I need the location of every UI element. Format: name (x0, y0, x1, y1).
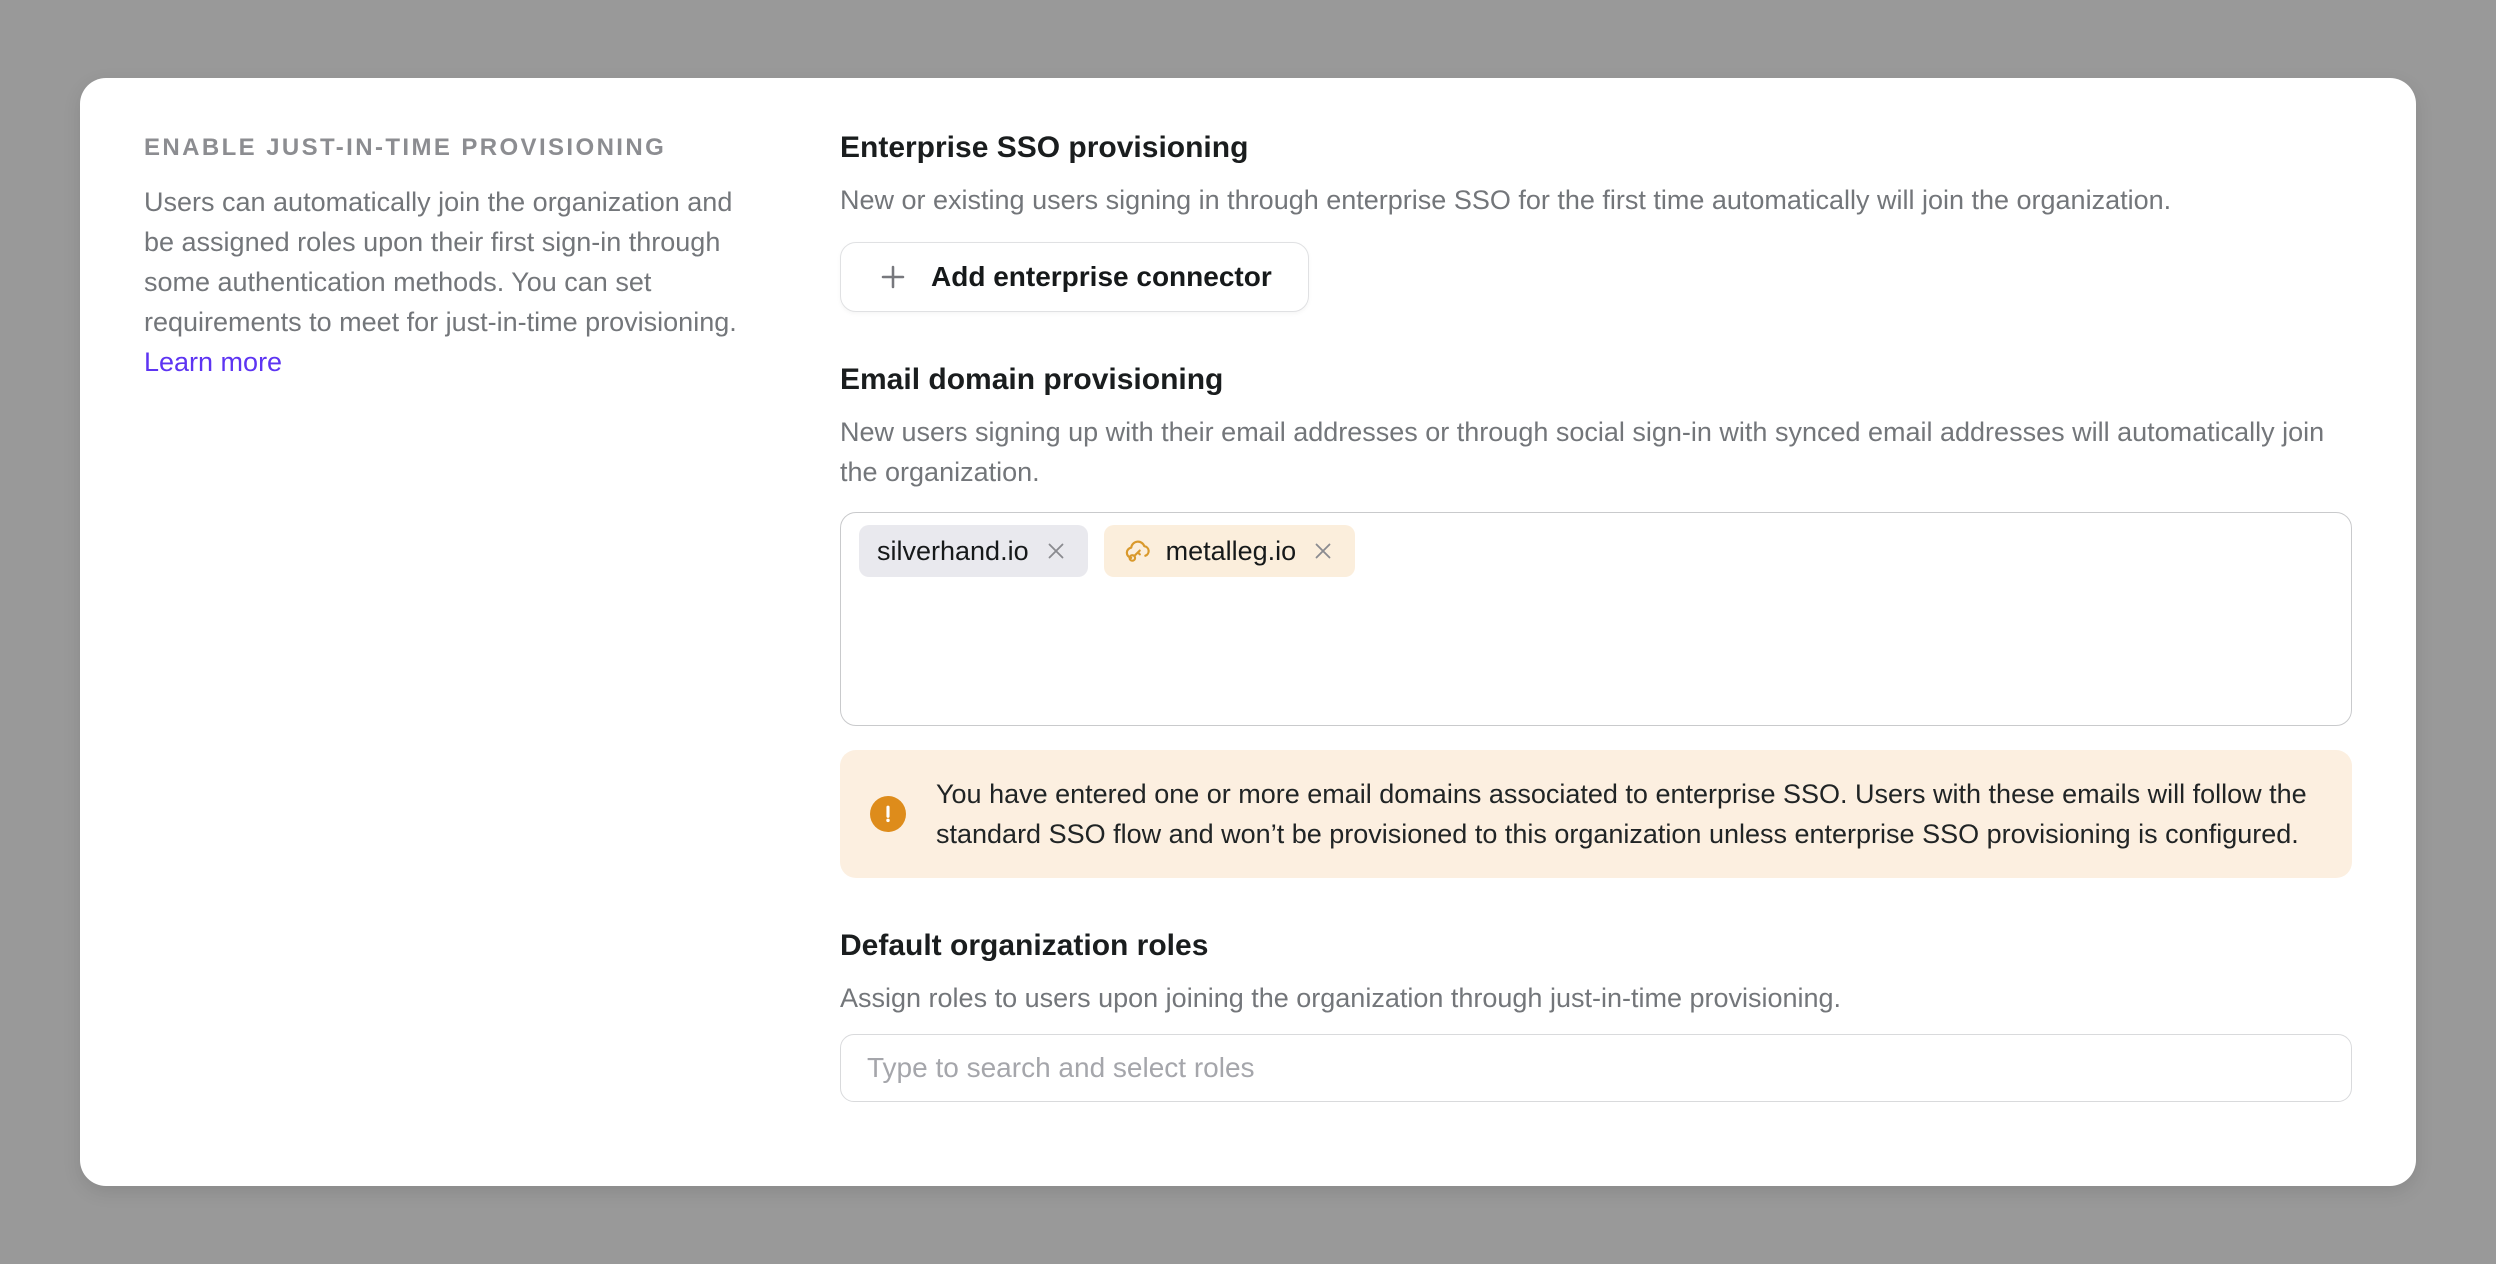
close-icon (1043, 538, 1069, 564)
email-domain-description: New users signing up with their email addresses or through social sign-in with synced email addresses will automatically join the organization. (840, 417, 2325, 487)
email-domains-input[interactable] (840, 512, 2352, 726)
field-email-domain (840, 360, 2352, 878)
default-roles-description: Assign roles to users upon joining the organization through just-in-time provisioning. (840, 983, 1842, 1013)
domain-tag-label: metalleg.io (1165, 535, 1297, 566)
sso-domain-warning-text: You have entered one or more email domains associated to enterprise SSO. Users with these emails will follow the standard SSO flow and won’t be provisioned to this organization unless enterprise SSO provisioning is configured. (936, 779, 2307, 849)
add-enterprise-connector-label: Add enterprise connector (931, 261, 1272, 292)
plus-icon (877, 261, 909, 293)
learn-more-link[interactable]: Learn more (144, 347, 283, 377)
enterprise-sso-title: Enterprise SSO provisioning (840, 131, 1249, 164)
default-roles-title: Default organization roles (840, 929, 1209, 962)
warning-icon (870, 796, 906, 832)
jit-provisioning-panel (80, 78, 2416, 1186)
panel-heading: ENABLE JUST-IN-TIME PROVISIONING (144, 134, 667, 161)
close-icon (1310, 538, 1336, 564)
panel-intro-column (144, 128, 744, 1136)
domain-tag-label: silverhand.io (877, 535, 1029, 566)
domain-tag-silverhand (859, 525, 1088, 577)
field-enterprise-sso (840, 128, 2352, 312)
remove-domain-metalleg-button[interactable] (1309, 537, 1337, 565)
field-default-roles (840, 926, 2352, 1102)
add-enterprise-connector-button[interactable] (840, 242, 1309, 312)
remove-domain-silverhand-button[interactable] (1042, 537, 1070, 565)
panel-description-text: Users can automatically join the organization and be assigned roles upon their first sign-in through some authentication methods. You can set requirements to meet for just-in-time provisioning. (144, 187, 737, 337)
domain-tag-metalleg (1104, 525, 1356, 577)
email-domain-title: Email domain provisioning (840, 363, 1224, 396)
sso-domain-warning-alert (840, 750, 2352, 878)
panel-description (144, 182, 744, 382)
roles-search-input[interactable] (840, 1034, 2352, 1102)
panel-form-column (840, 128, 2352, 1136)
cloud-key-icon (1122, 536, 1153, 567)
enterprise-sso-description: New or existing users signing in through enterprise SSO for the first time automatically will join the organization. (840, 185, 2172, 215)
